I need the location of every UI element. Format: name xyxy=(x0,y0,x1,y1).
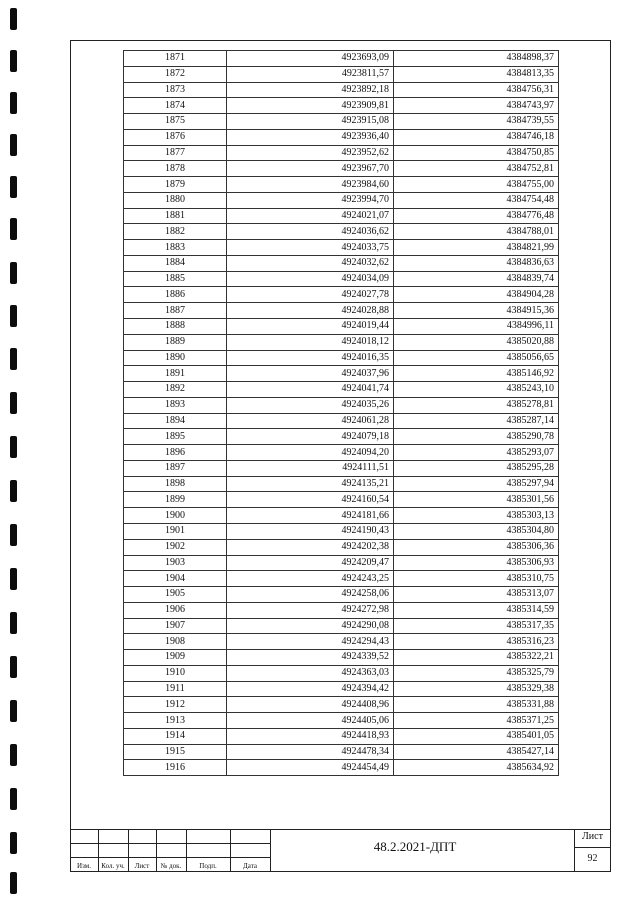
point-number-cell: 1889 xyxy=(124,334,227,350)
point-number-cell: 1906 xyxy=(124,602,227,618)
y-coordinate-cell: 4384898,37 xyxy=(394,51,559,67)
table-row xyxy=(124,539,559,555)
y-coordinate-cell: 4385329,38 xyxy=(394,681,559,697)
table-row xyxy=(124,271,559,287)
stamp-podp-label: Подп. xyxy=(199,862,217,870)
binding-hole-mark xyxy=(10,436,17,458)
point-number-cell: 1876 xyxy=(124,129,227,145)
table-row xyxy=(124,82,559,98)
table-row xyxy=(124,508,559,524)
y-coordinate-cell: 4384915,36 xyxy=(394,303,559,319)
point-number-cell: 1894 xyxy=(124,413,227,429)
point-number-cell: 1877 xyxy=(124,145,227,161)
point-number-cell: 1875 xyxy=(124,114,227,130)
point-number-cell: 1874 xyxy=(124,98,227,114)
binding-hole-mark xyxy=(10,872,17,894)
binding-hole-mark xyxy=(10,218,17,240)
x-coordinate-cell: 4924190,43 xyxy=(227,523,394,539)
y-coordinate-cell: 4384746,18 xyxy=(394,129,559,145)
y-coordinate-cell: 4385303,13 xyxy=(394,508,559,524)
y-coordinate-cell: 4385301,56 xyxy=(394,492,559,508)
stamp-n-dok-label: № док. xyxy=(160,862,182,870)
title-block xyxy=(70,829,611,872)
y-coordinate-cell: 4384756,31 xyxy=(394,82,559,98)
y-coordinate-cell: 4385295,28 xyxy=(394,460,559,476)
table-row xyxy=(124,728,559,744)
y-coordinate-cell: 4384750,85 xyxy=(394,145,559,161)
y-coordinate-cell: 4385314,59 xyxy=(394,602,559,618)
y-coordinate-cell: 4385313,07 xyxy=(394,587,559,603)
stamp-data-label: Дата xyxy=(243,862,257,870)
x-coordinate-cell: 4924018,12 xyxy=(227,334,394,350)
binding-hole-mark xyxy=(10,788,17,810)
binding-hole-mark xyxy=(10,8,17,30)
point-number-cell: 1908 xyxy=(124,634,227,650)
table-row xyxy=(124,51,559,67)
y-coordinate-cell: 4385317,35 xyxy=(394,618,559,634)
point-number-cell: 1887 xyxy=(124,303,227,319)
table-row xyxy=(124,492,559,508)
x-coordinate-cell: 4923909,81 xyxy=(227,98,394,114)
x-coordinate-cell: 4924079,18 xyxy=(227,429,394,445)
point-number-cell: 1901 xyxy=(124,523,227,539)
binding-hole-mark xyxy=(10,176,17,198)
y-coordinate-cell: 4384776,48 xyxy=(394,208,559,224)
table-row xyxy=(124,161,559,177)
binding-hole-mark xyxy=(10,92,17,114)
document-code: 48.2.2021-ДПТ xyxy=(373,839,457,854)
x-coordinate-cell: 4924258,06 xyxy=(227,587,394,603)
binding-hole-mark xyxy=(10,832,17,854)
point-number-cell: 1914 xyxy=(124,728,227,744)
stamp-kol-uch-label: Кол. уч. xyxy=(101,862,125,870)
table-row xyxy=(124,255,559,271)
binding-hole-mark xyxy=(10,656,17,678)
point-number-cell: 1886 xyxy=(124,287,227,303)
binding-hole-mark xyxy=(10,262,17,284)
point-number-cell: 1892 xyxy=(124,382,227,398)
table-row xyxy=(124,397,559,413)
y-coordinate-cell: 4384904,28 xyxy=(394,287,559,303)
x-coordinate-cell: 4924021,07 xyxy=(227,208,394,224)
point-number-cell: 1909 xyxy=(124,650,227,666)
table-row xyxy=(124,587,559,603)
y-coordinate-cell: 4385371,25 xyxy=(394,713,559,729)
x-coordinate-cell: 4924033,75 xyxy=(227,240,394,256)
point-number-cell: 1872 xyxy=(124,66,227,82)
y-coordinate-cell: 4385287,14 xyxy=(394,413,559,429)
y-coordinate-cell: 4384743,97 xyxy=(394,98,559,114)
point-number-cell: 1904 xyxy=(124,571,227,587)
point-number-cell: 1913 xyxy=(124,713,227,729)
point-number-cell: 1888 xyxy=(124,319,227,335)
table-row xyxy=(124,319,559,335)
x-coordinate-cell: 4924037,96 xyxy=(227,366,394,382)
table-row xyxy=(124,66,559,82)
binding-hole-mark xyxy=(10,50,17,72)
x-coordinate-cell: 4924041,74 xyxy=(227,382,394,398)
y-coordinate-cell: 4385401,05 xyxy=(394,728,559,744)
x-coordinate-cell: 4924034,09 xyxy=(227,271,394,287)
y-coordinate-cell: 4385634,92 xyxy=(394,760,559,776)
y-coordinate-cell: 4385020,88 xyxy=(394,334,559,350)
table-row xyxy=(124,523,559,539)
table-row xyxy=(124,744,559,760)
y-coordinate-cell: 4385290,78 xyxy=(394,429,559,445)
table-row xyxy=(124,460,559,476)
x-coordinate-cell: 4924405,06 xyxy=(227,713,394,729)
table-row xyxy=(124,571,559,587)
x-coordinate-cell: 4924032,62 xyxy=(227,255,394,271)
x-coordinate-cell: 4924394,42 xyxy=(227,681,394,697)
table-row xyxy=(124,240,559,256)
x-coordinate-cell: 4924028,88 xyxy=(227,303,394,319)
table-row xyxy=(124,334,559,350)
table-row xyxy=(124,145,559,161)
point-number-cell: 1896 xyxy=(124,445,227,461)
point-number-cell: 1883 xyxy=(124,240,227,256)
point-number-cell: 1898 xyxy=(124,476,227,492)
table-row xyxy=(124,429,559,445)
point-number-cell: 1893 xyxy=(124,397,227,413)
x-coordinate-cell: 4924036,62 xyxy=(227,224,394,240)
x-coordinate-cell: 4924478,34 xyxy=(227,744,394,760)
x-coordinate-cell: 4923693,09 xyxy=(227,51,394,67)
binding-hole-mark xyxy=(10,392,17,414)
y-coordinate-cell: 4385304,80 xyxy=(394,523,559,539)
y-coordinate-cell: 4385146,92 xyxy=(394,366,559,382)
table-row xyxy=(124,413,559,429)
point-number-cell: 1881 xyxy=(124,208,227,224)
x-coordinate-cell: 4924209,47 xyxy=(227,555,394,571)
y-coordinate-cell: 4385306,93 xyxy=(394,555,559,571)
point-number-cell: 1903 xyxy=(124,555,227,571)
table-row xyxy=(124,602,559,618)
x-coordinate-cell: 4924094,20 xyxy=(227,445,394,461)
point-number-cell: 1912 xyxy=(124,697,227,713)
table-row xyxy=(124,760,559,776)
x-coordinate-cell: 4924243,25 xyxy=(227,571,394,587)
x-coordinate-cell: 4924019,44 xyxy=(227,319,394,335)
table-row xyxy=(124,476,559,492)
table-row xyxy=(124,382,559,398)
x-coordinate-cell: 4924181,66 xyxy=(227,508,394,524)
y-coordinate-cell: 4385243,10 xyxy=(394,382,559,398)
y-coordinate-cell: 4384836,63 xyxy=(394,255,559,271)
x-coordinate-cell: 4923994,70 xyxy=(227,192,394,208)
x-coordinate-cell: 4924418,93 xyxy=(227,728,394,744)
table-row xyxy=(124,697,559,713)
stamp-list-label: Лист xyxy=(134,862,150,870)
table-row xyxy=(124,98,559,114)
x-coordinate-cell: 4924061,28 xyxy=(227,413,394,429)
point-number-cell: 1895 xyxy=(124,429,227,445)
y-coordinate-cell: 4385293,07 xyxy=(394,445,559,461)
x-coordinate-cell: 4924339,52 xyxy=(227,650,394,666)
x-coordinate-cell: 4924294,43 xyxy=(227,634,394,650)
binding-hole-mark xyxy=(10,700,17,722)
y-coordinate-cell: 4384821,99 xyxy=(394,240,559,256)
x-coordinate-cell: 4924202,38 xyxy=(227,539,394,555)
y-coordinate-cell: 4384752,81 xyxy=(394,161,559,177)
binding-hole-mark xyxy=(10,744,17,766)
table-row xyxy=(124,650,559,666)
point-number-cell: 1873 xyxy=(124,82,227,98)
x-coordinate-cell: 4924272,98 xyxy=(227,602,394,618)
binding-hole-mark xyxy=(10,348,17,370)
binding-hole-mark xyxy=(10,305,17,327)
x-coordinate-cell: 4923892,18 xyxy=(227,82,394,98)
y-coordinate-cell: 4385310,75 xyxy=(394,571,559,587)
x-coordinate-cell: 4923936,40 xyxy=(227,129,394,145)
table-row xyxy=(124,445,559,461)
binding-hole-mark xyxy=(10,524,17,546)
x-coordinate-cell: 4923952,62 xyxy=(227,145,394,161)
binding-hole-mark xyxy=(10,568,17,590)
sheet-label: Лист xyxy=(582,831,603,842)
table-row xyxy=(124,208,559,224)
table-row xyxy=(124,129,559,145)
table-row xyxy=(124,634,559,650)
binding-hole-mark xyxy=(10,134,17,156)
point-number-cell: 1891 xyxy=(124,366,227,382)
x-coordinate-cell: 4924408,96 xyxy=(227,697,394,713)
table-row xyxy=(124,224,559,240)
table-row xyxy=(124,177,559,193)
point-number-cell: 1916 xyxy=(124,760,227,776)
y-coordinate-cell: 4384813,35 xyxy=(394,66,559,82)
table-row xyxy=(124,713,559,729)
point-number-cell: 1911 xyxy=(124,681,227,697)
x-coordinate-cell: 4924135,21 xyxy=(227,476,394,492)
point-number-cell: 1885 xyxy=(124,271,227,287)
x-coordinate-cell: 4924035,26 xyxy=(227,397,394,413)
x-coordinate-cell: 4924363,03 xyxy=(227,665,394,681)
table-row xyxy=(124,114,559,130)
table-row xyxy=(124,665,559,681)
point-number-cell: 1910 xyxy=(124,665,227,681)
point-number-cell: 1900 xyxy=(124,508,227,524)
point-number-cell: 1882 xyxy=(124,224,227,240)
table-row xyxy=(124,287,559,303)
point-number-cell: 1871 xyxy=(124,51,227,67)
y-coordinate-cell: 4384755,00 xyxy=(394,177,559,193)
point-number-cell: 1890 xyxy=(124,350,227,366)
point-number-cell: 1879 xyxy=(124,177,227,193)
x-coordinate-cell: 4924016,35 xyxy=(227,350,394,366)
point-number-cell: 1884 xyxy=(124,255,227,271)
y-coordinate-cell: 4384996,11 xyxy=(394,319,559,335)
x-coordinate-cell: 4924454,49 xyxy=(227,760,394,776)
point-number-cell: 1880 xyxy=(124,192,227,208)
table-row xyxy=(124,192,559,208)
table-row xyxy=(124,350,559,366)
table-row xyxy=(124,303,559,319)
x-coordinate-cell: 4923967,70 xyxy=(227,161,394,177)
table-row xyxy=(124,366,559,382)
y-coordinate-cell: 4384739,55 xyxy=(394,114,559,130)
stamp-izm-label: Изм. xyxy=(77,862,91,870)
x-coordinate-cell: 4923811,57 xyxy=(227,66,394,82)
point-number-cell: 1897 xyxy=(124,460,227,476)
y-coordinate-cell: 4385427,14 xyxy=(394,744,559,760)
point-number-cell: 1905 xyxy=(124,587,227,603)
x-coordinate-cell: 4923915,08 xyxy=(227,114,394,130)
x-coordinate-cell: 4924290,08 xyxy=(227,618,394,634)
y-coordinate-cell: 4385322,21 xyxy=(394,650,559,666)
point-number-cell: 1907 xyxy=(124,618,227,634)
x-coordinate-cell: 4924160,54 xyxy=(227,492,394,508)
point-number-cell: 1899 xyxy=(124,492,227,508)
y-coordinate-cell: 4384788,01 xyxy=(394,224,559,240)
table-row xyxy=(124,681,559,697)
y-coordinate-cell: 4385278,81 xyxy=(394,397,559,413)
point-number-cell: 1915 xyxy=(124,744,227,760)
sheet-number: 92 xyxy=(587,853,598,864)
y-coordinate-cell: 4384754,48 xyxy=(394,192,559,208)
x-coordinate-cell: 4924111,51 xyxy=(227,460,394,476)
y-coordinate-cell: 4385297,94 xyxy=(394,476,559,492)
y-coordinate-cell: 4385325,79 xyxy=(394,665,559,681)
y-coordinate-cell: 4384839,74 xyxy=(394,271,559,287)
x-coordinate-cell: 4924027,78 xyxy=(227,287,394,303)
x-coordinate-cell: 4923984,60 xyxy=(227,177,394,193)
table-row xyxy=(124,618,559,634)
point-number-cell: 1878 xyxy=(124,161,227,177)
y-coordinate-cell: 4385316,23 xyxy=(394,634,559,650)
binding-hole-mark xyxy=(10,480,17,502)
point-number-cell: 1902 xyxy=(124,539,227,555)
table-row xyxy=(124,555,559,571)
coordinates-table xyxy=(123,50,559,776)
y-coordinate-cell: 4385306,36 xyxy=(394,539,559,555)
y-coordinate-cell: 4385056,65 xyxy=(394,350,559,366)
y-coordinate-cell: 4385331,88 xyxy=(394,697,559,713)
binding-hole-mark xyxy=(10,612,17,634)
binding-strip xyxy=(10,0,20,905)
